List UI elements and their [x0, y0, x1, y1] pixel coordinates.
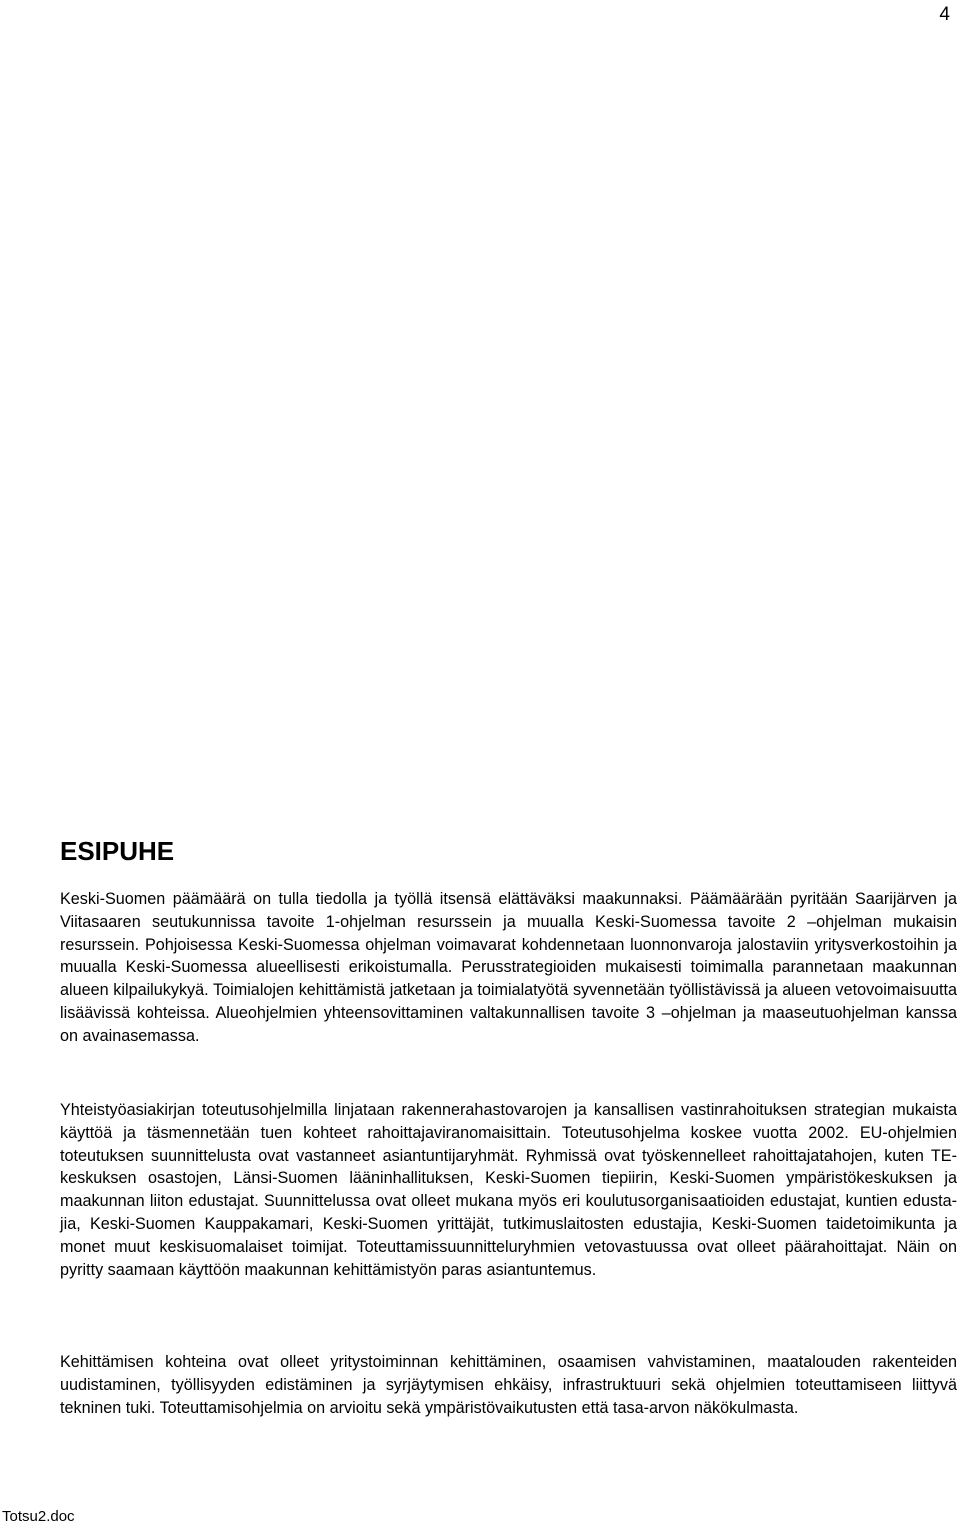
footer-filename: Totsu2.doc	[2, 1508, 75, 1525]
paragraph-development-targets: Kehittämisen kohteina ovat olleet yritystoiminnan kehittäminen, osaamisen vahvistaminen, maatalouden rakenteiden uudistaminen, työllisyyden edistäminen ja syrjäytymisen ehkäisy, infrastruktuuri sekä ohjelmien toteuttamiseen liittyvä tekninen tuki. Toteuttamisohjelmia on arvioitu sekä ympäristövaikutusten että tasa-arvon näkökulmasta.	[60, 1353, 957, 1417]
section-heading: ESIPUHE	[60, 836, 175, 866]
paragraph-implementation: Yhteistyöasiakirjan toteutusohjelmilla linjataan rakennerahastovarojen ja kansallisen vastinrahoituksen strategian mukaista käyttöä ja täsmennetään tuen kohteet rahoittajaviranomaisittain. Toteutusohjelma koskee vuotta 2002. EU-ohjelmien toteutuksen suunnittelusta ovat vastanneet asiantuntijaryhmät. Ryhmissä ovat työskennelleet rahoittajatahojen, kuten TE-keskuksen osastojen, Länsi-Suomen lääninhallituksen, Keski-Suomen tiepiirin, Keski-Suomen ympäristökeskuksen ja maakunnan liiton edustajat. Suunnittelussa ovat olleet mukana myös eri koulutusorganisaatioiden edustajat, kuntien edustajia, Keski-Suomen Kauppakamari, Keski-Suomen yrittäjät, tutkimuslaitosten edustajia, Keski-Suomen taidetoimikunta ja monet muut keskisuomalaiset toimijat. Toteuttamissuunnitteluryhmien vetovastuussa ovat olleet päärahoittajat. Näin on pyritty saamaan käyttöön maakunnan kehittämistyön paras asiantuntemus.	[60, 1101, 957, 1279]
page-number: 4	[939, 4, 950, 25]
paragraph-goals: Keski-Suomen päämäärä on tulla tiedolla ja työllä itsensä elättäväksi maakunnaksi. Päämäärään pyritään Saarijärven ja Viitasaaren seutukunnissa tavoite 1-ohjelman resurssein ja muualla Keski-Suomessa tavoite 2 –ohjelman mukaisin resurssein. Pohjoisessa Keski-Suomessa ohjelman voimavarat kohdennetaan luonnonvaroja jalostaviin yritysverkostoihin ja muualla Keski-Suomessa alueellisesti erikoistumalla. Perusstrategioiden mukaisesti toimimalla parannetaan maakunnan alueen kilpailukykyä. Toimialojen kehittämistä jatketaan ja toimialatyötä syvennetään työllistävissä ja alueen vetovoimaisuutta lisäävissä kohteissa. Alueohjelmien yhteensovittaminen valtakunnallisen tavoite 3 –ohjelman ja maaseutuohjelman kanssa on avainasemassa.	[60, 890, 957, 1045]
